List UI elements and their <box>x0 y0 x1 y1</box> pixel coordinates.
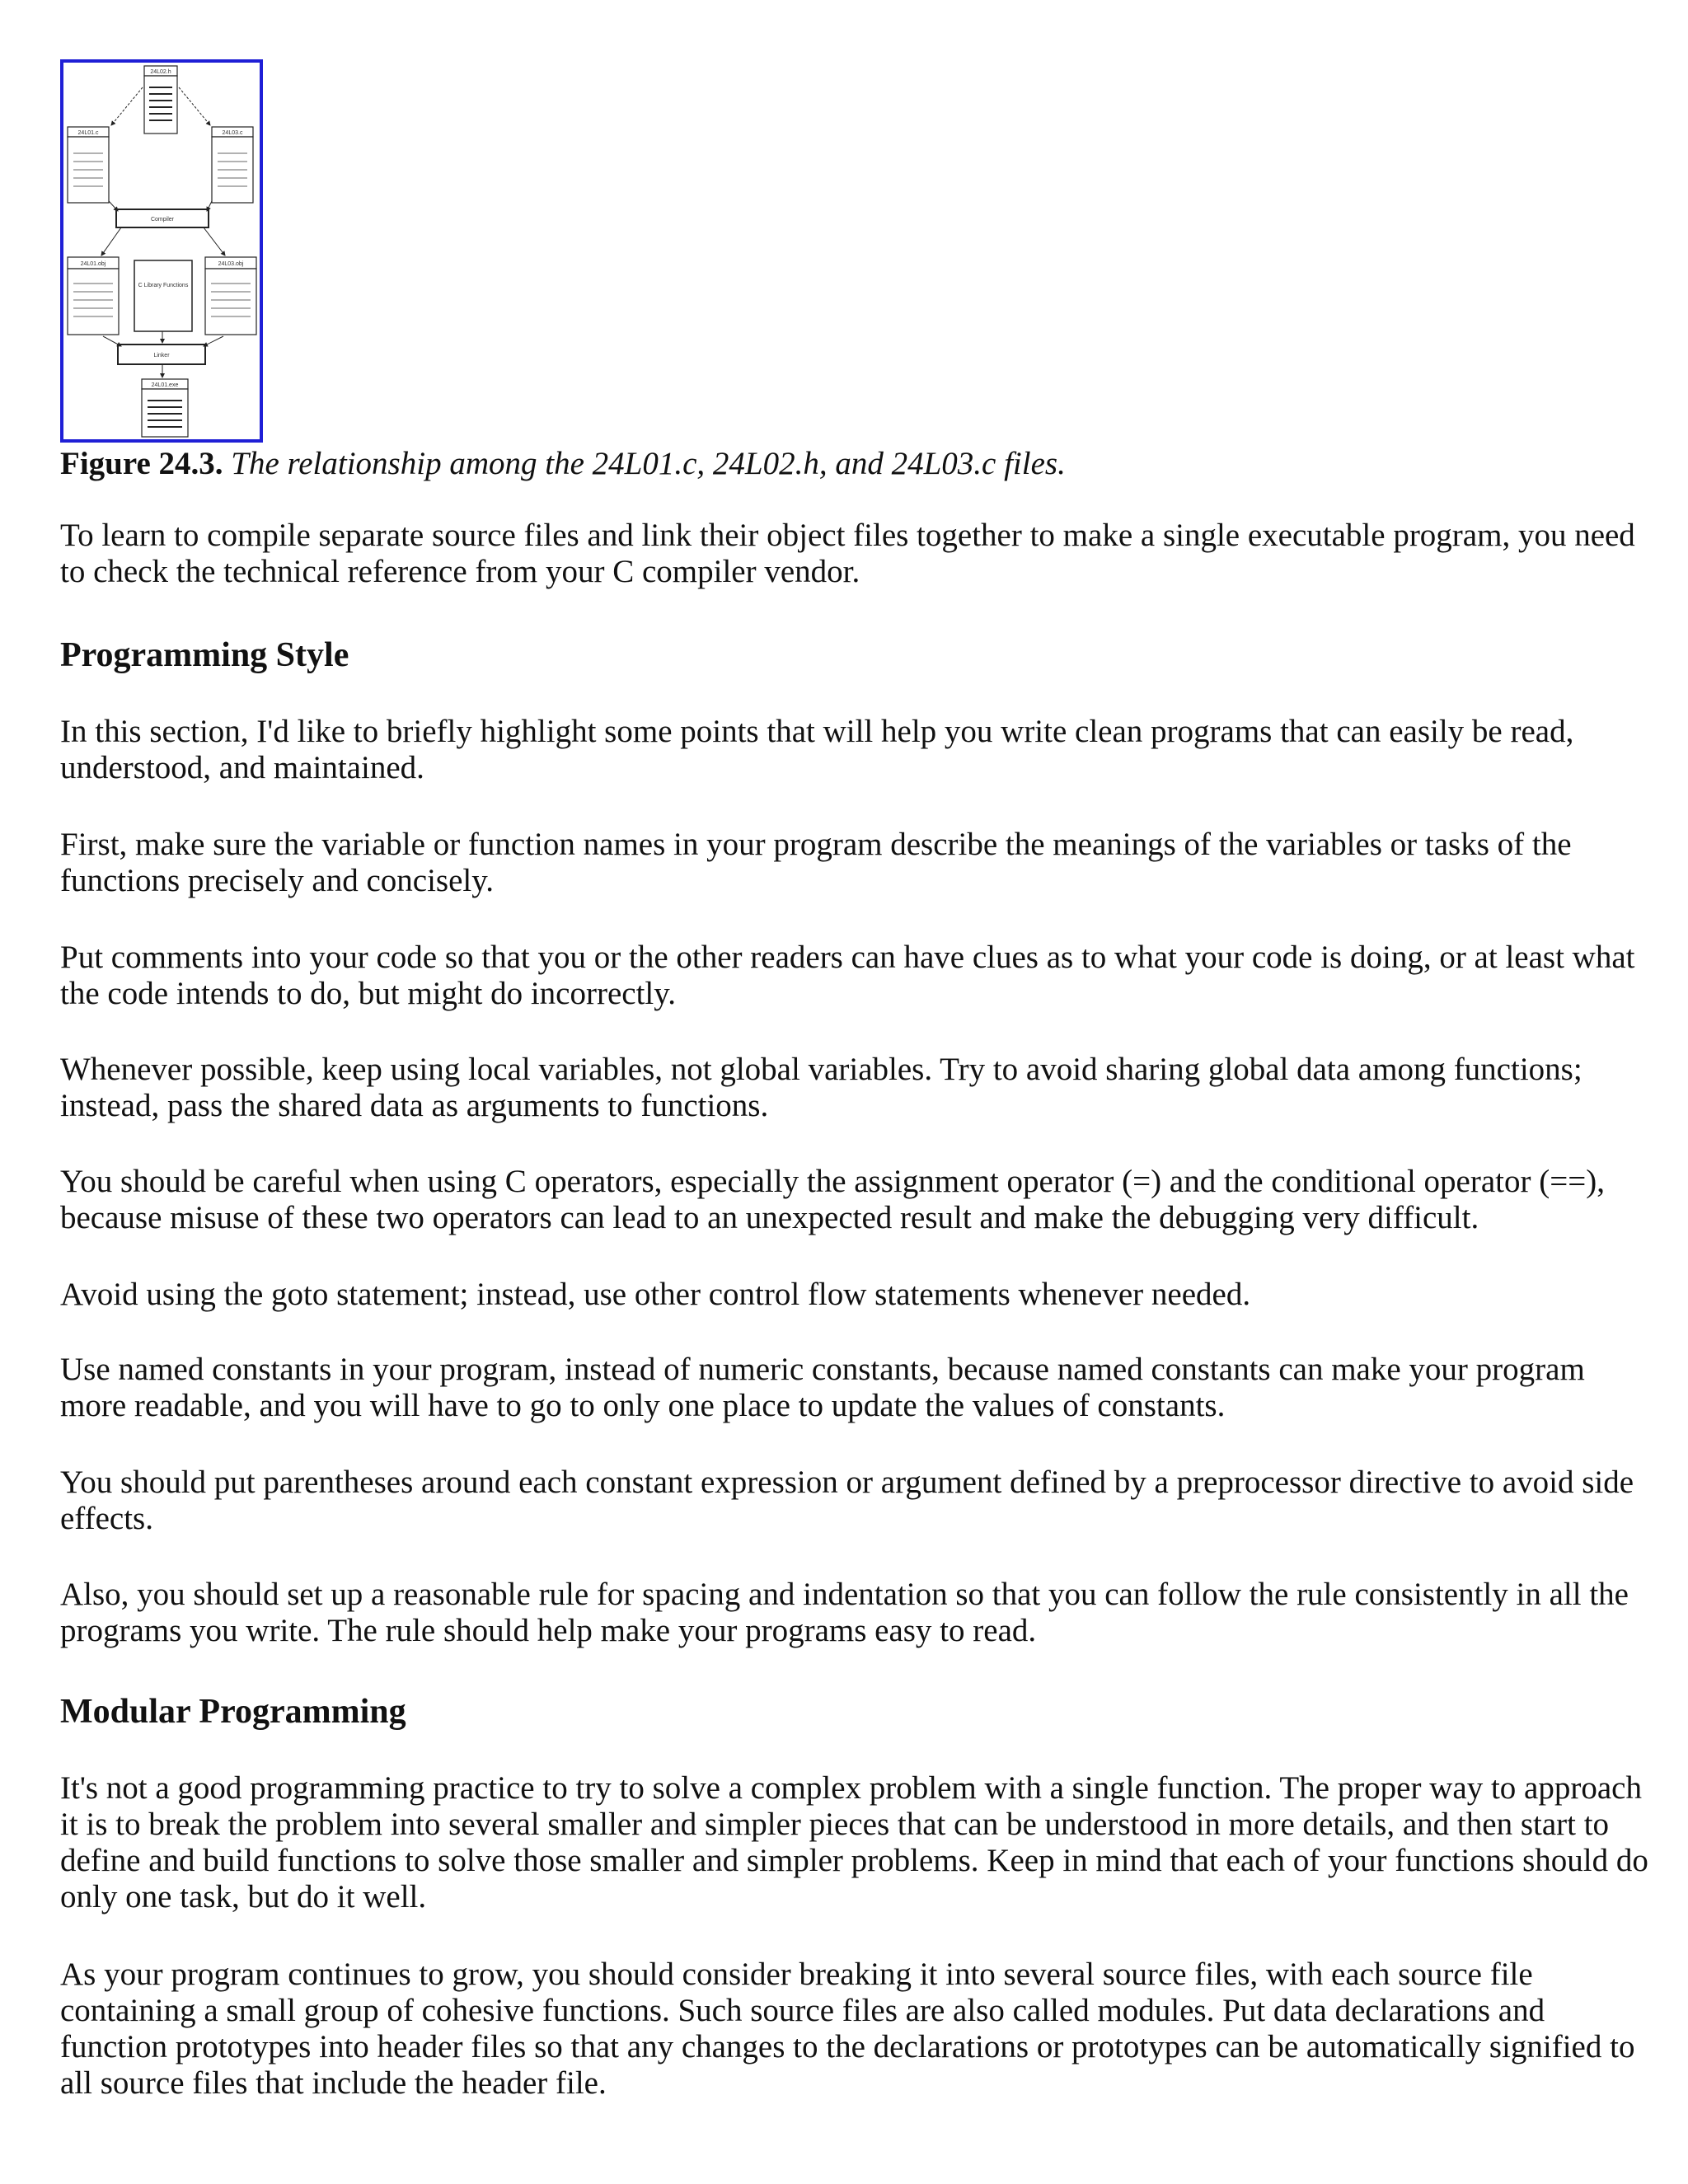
paragraph-naming: First, make sure the variable or function names in your program describe the meanings of the variables or tasks of the functions precisely and concisely. <box>60 827 1572 898</box>
source-file-left-node <box>68 127 109 203</box>
compiler-node <box>116 209 209 227</box>
svg-text:C Library Functions: C Library Functions <box>138 283 189 288</box>
heading-modular-programming: Modular Programming <box>60 1693 406 1731</box>
paragraph-spacing: Also, you should set up a reasonable rule for spacing and indentation so that you can follow the rule consistently in all the programs you write. The rule should help make your programs easy to read. <box>60 1577 1629 1648</box>
figure-caption <box>60 443 1066 485</box>
paragraph-local-variables: Whenever possible, keep using local variables, not global variables. Try to avoid sharing global data among functions; instead, pass the shared data as arguments to functions. <box>60 1052 1582 1123</box>
paragraph-compile-separate: To learn to compile separate source files and link their object files together to make a single executable program, you need to check the technical reference from your C compiler vendor. <box>60 518 1635 589</box>
source-file-right-node <box>212 127 253 203</box>
svg-text:Compiler: Compiler <box>150 217 175 223</box>
figure-number: Figure 24.3. <box>60 446 223 481</box>
svg-text:Linker: Linker <box>153 353 170 359</box>
paragraph-style-intro: In this section, I'd like to briefly highlight some points that will help you write clean programs that can easily be read, understood, and maintained. <box>60 714 1574 785</box>
library-node <box>134 260 192 331</box>
header-file-node <box>144 66 177 134</box>
svg-text:24L02.h: 24L02.h <box>150 69 171 75</box>
figure-caption-text: The relationship among the 24L01.c, 24L02.h, and 24L03.c files. <box>231 446 1066 481</box>
object-file-left-node <box>68 257 119 335</box>
paragraph-goto: Avoid using the goto statement; instead, use other control flow statements whenever needed. <box>60 1277 1251 1312</box>
svg-text:24L03.obj: 24L03.obj <box>218 261 244 267</box>
paragraph-named-constants: Use named constants in your program, instead of numeric constants, because named constants can make your program more readable, and you will have to go to only one place to update the values of constants. <box>60 1352 1585 1423</box>
heading-programming-style: Programming Style <box>60 636 349 674</box>
svg-text:24L01.obj: 24L01.obj <box>80 261 106 267</box>
object-file-right-node <box>205 257 256 335</box>
figure-diagram <box>60 59 263 443</box>
executable-file-node <box>142 379 188 437</box>
paragraph-single-function: It's not a good programming practice to try to solve a complex problem with a single function. The proper way to approach it is to break the problem into several smaller and simpler pieces that can be understood in more details, and then start to define and build functions to solve those smaller and simpler problems. Keep in mind that each of your functions should do only one task, but do it well. <box>60 1770 1648 1915</box>
svg-text:24L01.c: 24L01.c <box>77 130 99 136</box>
linker-node <box>118 344 205 364</box>
paragraph-parentheses: You should put parentheses around each constant expression or argument defined by a preprocessor directive to avoid side effects. <box>60 1465 1634 1536</box>
paragraph-operators: You should be careful when using C operators, especially the assignment operator (=) and the conditional operator (==), because misuse of these two operators can lead to an unexpected result and make the debugging very difficult. <box>60 1164 1605 1235</box>
paragraph-modules: As your program continues to grow, you should consider breaking it into several source files, with each source file containing a small group of cohesive functions. Such source files are also called modules. Put data declarations and function prototypes into header files so that any changes to the declarations or prototypes can be automatically signified to all source files that include the header file. <box>60 1957 1635 2101</box>
svg-text:24L03.c: 24L03.c <box>222 130 243 136</box>
paragraph-comments: Put comments into your code so that you or the other readers can have clues as to what your code is doing, or at least what the code intends to do, but might do incorrectly. <box>60 940 1635 1011</box>
compile-link-diagram <box>63 63 260 439</box>
svg-text:24L01.exe: 24L01.exe <box>151 382 179 388</box>
